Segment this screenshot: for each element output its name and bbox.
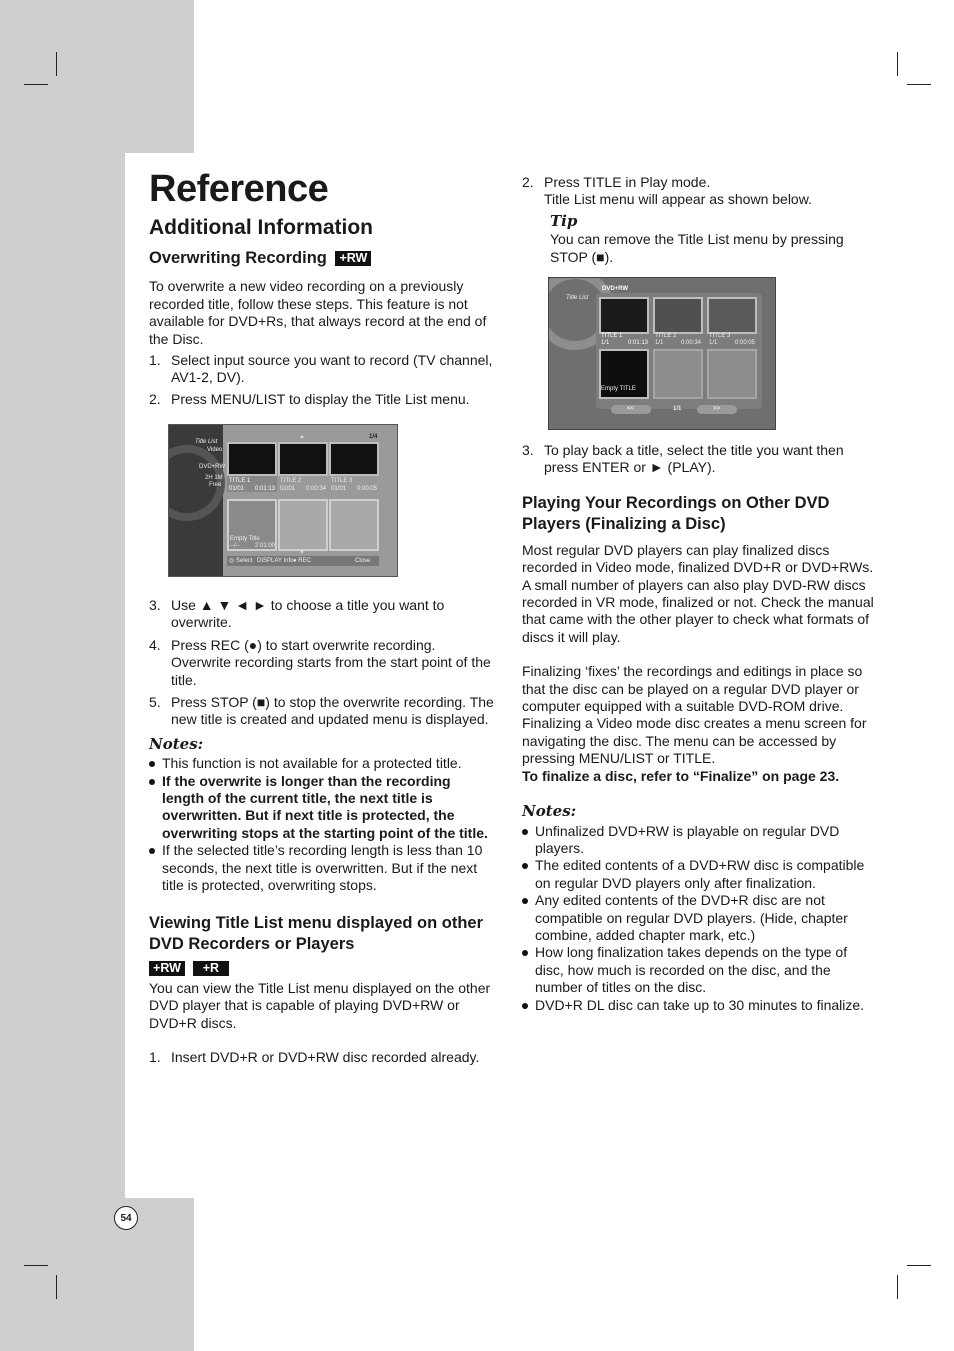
up-arrow-icon: ▲ xyxy=(299,434,305,440)
notes-heading: Notes: xyxy=(149,734,204,753)
list-item: 1. Insert DVD+R or DVD+RW disc recorded already. xyxy=(149,1049,480,1066)
finalize-heading: Playing Your Recordings on Other DVD Players (Finalizing a Disc) xyxy=(522,493,830,533)
menu-title: Title List xyxy=(566,295,589,301)
empty-slot xyxy=(278,499,328,551)
finalize-paragraph: Most regular DVD players can play finalized discs recorded in Video mode, finalized DVD+R or DVD+RWs. A small number of players can also play DVD-RW discs recorded in VR mode, finalized or not. Check the manual that came with the other player to check what formats of discs it will play. xyxy=(522,541,874,645)
tip-text: You can remove the Title List menu by pressing STOP (■). xyxy=(550,231,844,265)
note-item: Unfinalized DVD+RW is playable on regular DVD players. xyxy=(522,823,874,858)
list-item: 2. Press TITLE in Play mode. Title List menu will appear as shown below. xyxy=(522,174,812,208)
notes-heading: Notes: xyxy=(522,802,577,821)
note-item: The edited contents of a DVD+RW disc is compatible on regular DVD players only after finalization. xyxy=(522,857,874,892)
rw-badge: +RW xyxy=(335,251,371,266)
list-item: 5. Press STOP (■) to stop the overwrite recording. The new title is created and updated menu is displayed. xyxy=(149,694,494,728)
page-title: Reference xyxy=(149,168,329,210)
disc-type: DVD+RW xyxy=(602,286,629,292)
title-list-screenshot-finalized: Title List DVD+RW TITLE 1 1/1 0:01:13 TITLE 2 1/1 0:00:34 TITLE 3 1/1 0:00:05 Empty TITLE << 1/1 >> xyxy=(548,277,776,430)
list-item: 2. Press MENU/LIST to display the Title List menu. xyxy=(149,390,470,407)
thumbnail[interactable] xyxy=(227,442,277,476)
list-item: 4. Press REC (●) to start overwrite recording. Overwrite recording starts from the start point of the title. xyxy=(149,636,491,688)
viewing-intro: You can view the Title List menu displayed on the other DVD player that is capable of playing DVD+RW or DVD+R discs. xyxy=(149,979,491,1031)
note-item: This function is not available for a protected title. xyxy=(149,755,494,772)
left-column xyxy=(149,216,499,408)
overwriting-steps-a xyxy=(149,352,499,408)
note-item: Any edited contents of the DVD+R disc are not compatible on regular DVD players. (Hide, chapter combine, added chapter mark, etc.) xyxy=(522,892,874,944)
note-item: DVD+R DL disc can take up to 30 minutes to finalize. xyxy=(522,997,874,1014)
down-arrow-icon: ▼ xyxy=(299,550,305,556)
right-column-continued xyxy=(522,442,874,1014)
rw-badge: +RW xyxy=(149,961,185,976)
list-item: 3. Use ▲ ▼ ◄ ► to choose a title you want to overwrite. xyxy=(149,597,445,631)
thumbnail[interactable] xyxy=(278,442,328,476)
thumbnail[interactable] xyxy=(599,297,649,334)
note-item: If the selected title’s recording length is less than 10 seconds, the next title is overwritten. But if the next title is protected, overwriting stops. xyxy=(149,842,494,894)
empty-slot xyxy=(329,499,379,551)
list-item: 3. To play back a title, select the title you want then press ENTER or ► (PLAY). xyxy=(522,442,844,476)
menu-title: Title List xyxy=(195,439,218,445)
page-indicator: 1/1 xyxy=(673,406,682,412)
page-indicator: 1/4 xyxy=(369,434,378,440)
overwriting-intro: To overwrite a new video recording on a previously recorded title, follow these steps. This feature is not available for DVD+Rs, that always record at the end of the Disc. xyxy=(149,278,487,347)
finalize-paragraph: Finalizing a Video mode disc creates a menu screen for navigating the disc. The menu can be accessed by pressing MENU/LIST or TITLE. xyxy=(522,715,867,767)
viewing-badges xyxy=(149,960,494,977)
thumbnail[interactable] xyxy=(329,442,379,476)
thumbnail[interactable] xyxy=(653,297,703,334)
note-item: How long finalization takes depends on the type of disc, how much is recorded on the disc, and the number of titles on the disc. xyxy=(522,944,874,996)
empty-slot xyxy=(707,349,757,399)
overwriting-heading-text: Overwriting Recording xyxy=(149,249,327,268)
r-badge: +R xyxy=(193,961,229,976)
finalize-reference: To finalize a disc, refer to “Finalize” on page 23. xyxy=(522,767,840,784)
thumbnail[interactable] xyxy=(707,297,757,334)
note-item: If the overwrite is longer than the recording length of the current title, the next title is overwritten. But if next title is protected, the overwriting stops at the starting point of the title. xyxy=(149,773,494,843)
left-column-continued xyxy=(149,597,494,1067)
margin-band-side xyxy=(0,153,125,1198)
free-space: 2H 1M xyxy=(205,475,223,481)
page-number: 54 xyxy=(114,1206,138,1230)
menu-subtitle: Video xyxy=(207,447,223,453)
tip-box xyxy=(522,213,872,266)
margin-band-bottom xyxy=(0,1198,194,1351)
tip-heading: Tip xyxy=(550,211,578,230)
right-column xyxy=(522,174,872,266)
list-item: 1. Select input source you want to record (TV channel, AV1-2, DV). xyxy=(149,352,493,386)
section-subtitle: Additional Information xyxy=(149,216,373,239)
empty-slot xyxy=(653,349,703,399)
free-label: Free xyxy=(209,482,222,488)
overwriting-heading xyxy=(149,248,499,269)
viewing-heading: Viewing Title List menu displayed on other DVD Recorders or Players xyxy=(149,913,484,953)
margin-band-top xyxy=(0,0,194,153)
disc-type: DVD+RW xyxy=(199,464,226,470)
title-list-screenshot: Title List Video DVD+RW 2H 1M Free 1/4 ▲ TITLE 1 01/01 0:01:13 TITLE 2 01/01 0:00:34 TITLE 3 01/01 0:00:05 Empty Title --/-- 2:01:00 ▼ ◎ Select DISPLAY Info ● REC Close xyxy=(168,424,398,577)
finalize-paragraph: Finalizing ‘fixes’ the recordings and editings in place so that the disc can be played on a regular DVD player or computer equipped with a suitable DVD-ROM drive. xyxy=(522,663,863,715)
